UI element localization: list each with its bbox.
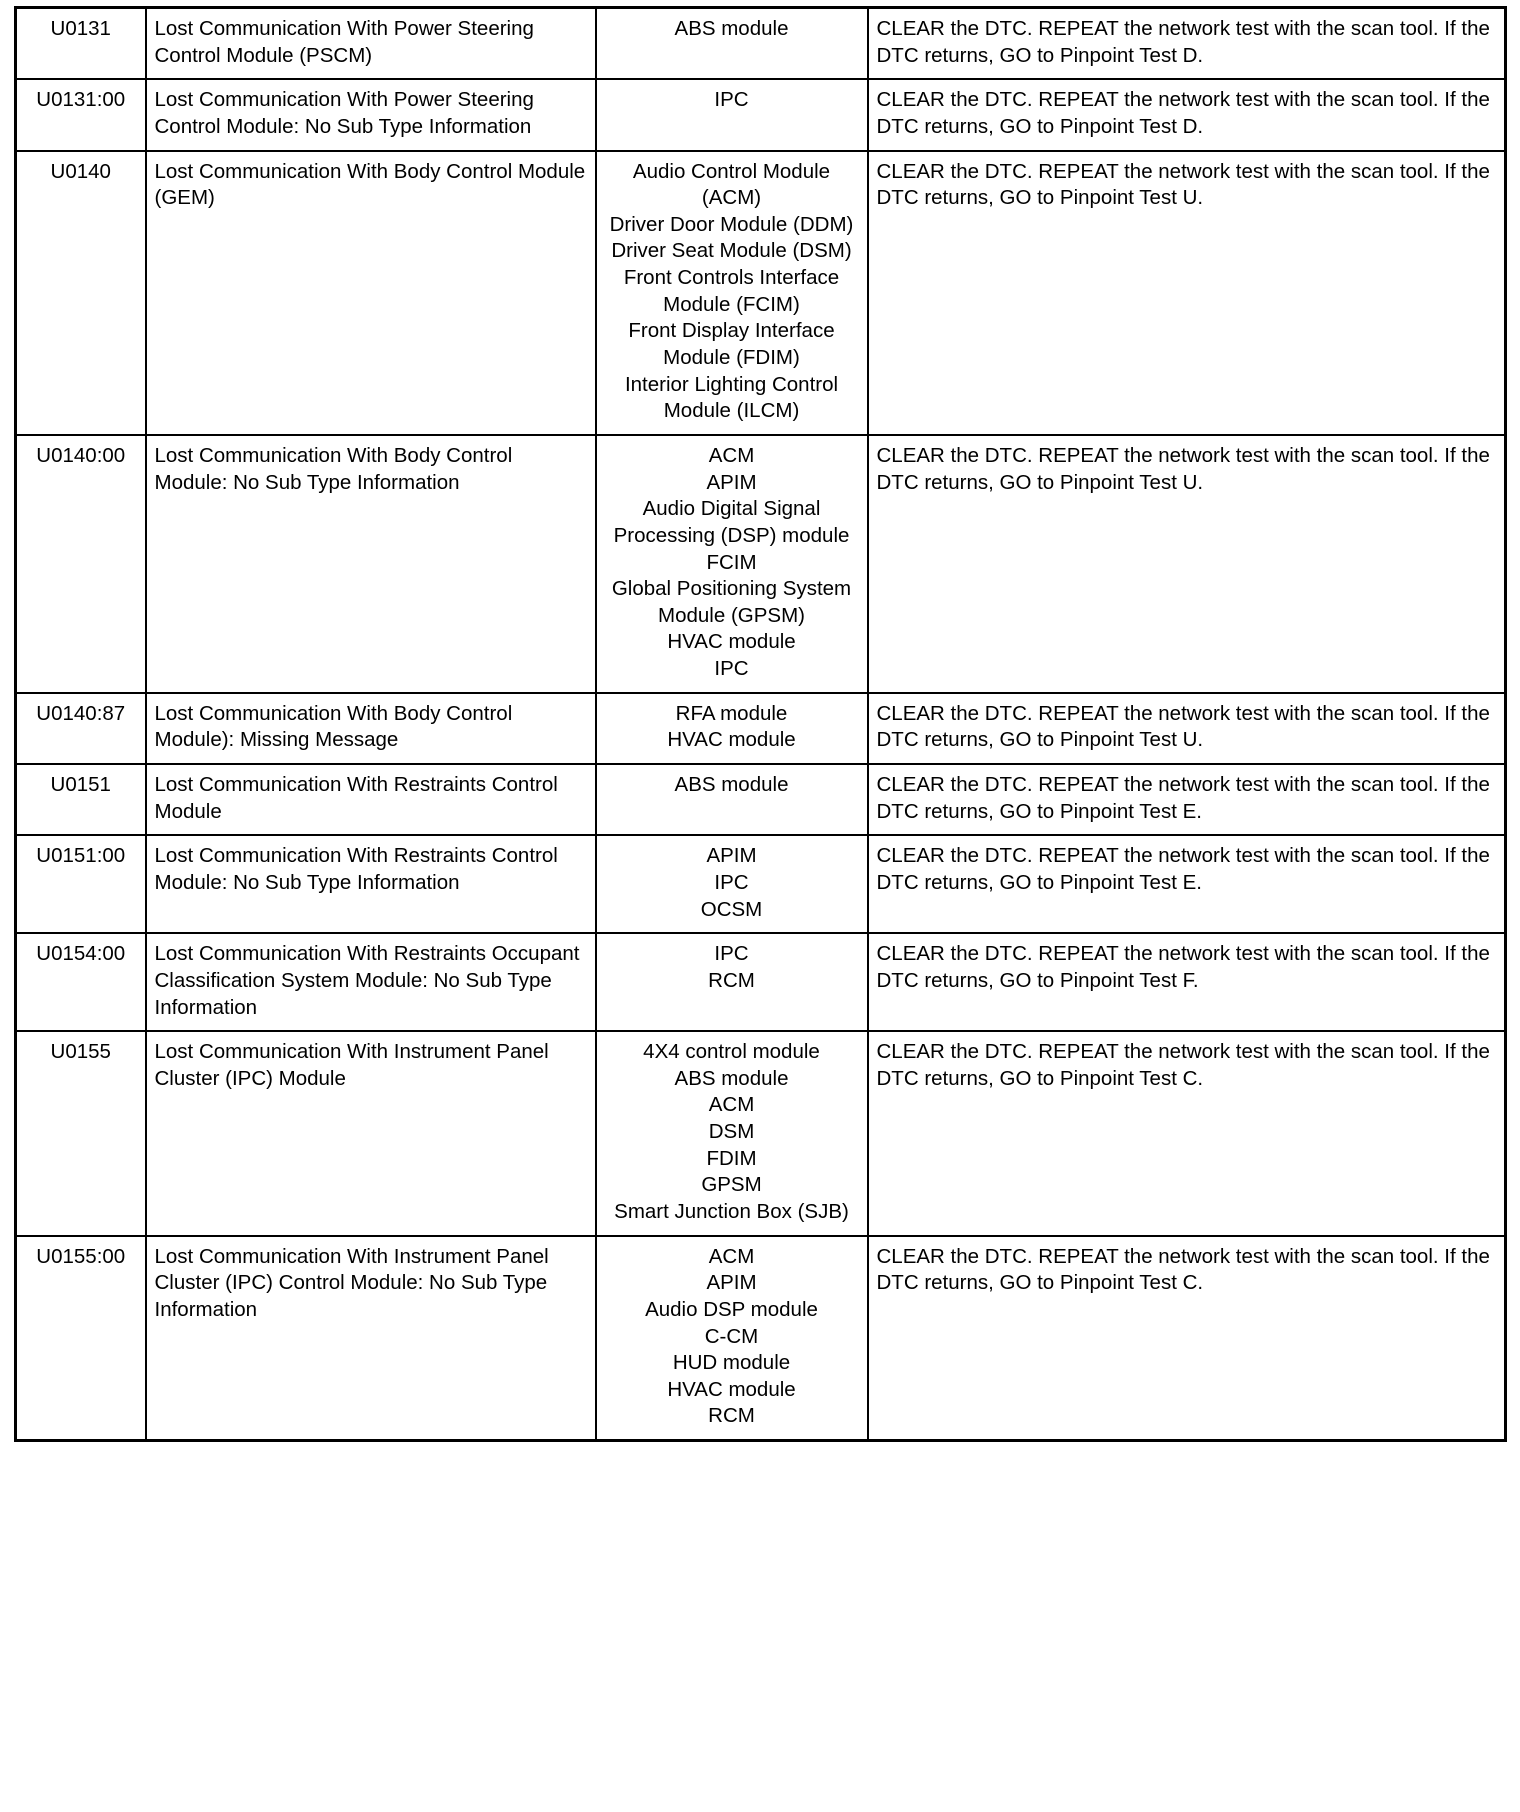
action-cell: CLEAR the DTC. REPEAT the network test with the scan tool. If the DTC returns, GO to Pinpoint Test E. [868,835,1506,933]
module-name: APIM [706,844,757,868]
affected-modules-cell [596,8,868,80]
affected-modules-cell [596,435,868,693]
module-name: IPC [714,657,749,681]
module-name: DSM [708,1120,755,1144]
dtc-description-cell: Lost Communication With Power Steering Control Module (PSCM) [146,8,596,80]
table-row [16,835,1506,933]
dtc-description-cell: Lost Communication With Restraints Control Module: No Sub Type Information [146,835,596,933]
module-name: FCIM [706,550,757,574]
action-cell: CLEAR the DTC. REPEAT the network test with the scan tool. If the DTC returns, GO to Pinpoint Test C. [868,1236,1506,1441]
module-name: ACM [708,1093,755,1117]
module-name: OCSM [700,897,763,921]
dtc-description-cell: Lost Communication With Restraints Control Module [146,764,596,835]
module-name: HVAC module [667,1377,796,1401]
table-row [16,151,1506,435]
module-name: Audio Digital Signal Processing (DSP) module [613,497,850,547]
dtc-table [14,6,1507,1442]
dtc-code-cell: U0154:00 [16,933,146,1031]
module-name: FDIM [706,1146,757,1170]
affected-modules-cell [596,79,868,150]
module-name: APIM [706,1271,757,1295]
table-row [16,79,1506,150]
action-cell: CLEAR the DTC. REPEAT the network test with the scan tool. If the DTC returns, GO to Pinpoint Test C. [868,1031,1506,1235]
module-name: GPSM [701,1173,762,1197]
module-name: Interior Lighting Control Module (ILCM) [624,372,839,423]
module-name: Audio Control Module (ACM) [632,159,831,210]
action-cell: CLEAR the DTC. REPEAT the network test with the scan tool. If the DTC returns, GO to Pinpoint Test D. [868,79,1506,150]
table-body [16,8,1506,1441]
dtc-description-cell: Lost Communication With Power Steering Control Module: No Sub Type Information [146,79,596,150]
affected-modules-cell [596,835,868,933]
dtc-code-cell: U0151:00 [16,835,146,933]
dtc-code-cell: U0131:00 [16,79,146,150]
dtc-code-cell: U0131 [16,8,146,80]
dtc-description-cell: Lost Communication With Instrument Panel Cluster (IPC) Module [146,1031,596,1235]
dtc-description-cell: Lost Communication With Body Control Module: No Sub Type Information [146,435,596,693]
module-name: Driver Seat Module (DSM) [611,239,852,263]
action-cell: CLEAR the DTC. REPEAT the network test with the scan tool. If the DTC returns, GO to Pinpoint Test E. [868,764,1506,835]
table-row [16,764,1506,835]
affected-modules-cell [596,151,868,435]
module-name: 4X4 control module [643,1040,820,1064]
module-name: RCM [708,968,755,992]
module-name: ABS module [674,1066,789,1090]
dtc-description-cell: Lost Communication With Restraints Occupant Classification System Module: No Sub Type Information [146,933,596,1031]
action-cell: CLEAR the DTC. REPEAT the network test with the scan tool. If the DTC returns, GO to Pinpoint Test U. [868,151,1506,435]
dtc-description-cell: Lost Communication With Body Control Module): Missing Message [146,693,596,764]
action-cell: CLEAR the DTC. REPEAT the network test with the scan tool. If the DTC returns, GO to Pinpoint Test U. [868,435,1506,693]
table-row [16,1031,1506,1235]
module-name: ACM [708,443,755,467]
module-name: Driver Door Module (DDM) [609,212,854,236]
affected-modules-cell [596,1031,868,1235]
action-cell: CLEAR the DTC. REPEAT the network test with the scan tool. If the DTC returns, GO to Pinpoint Test D. [868,8,1506,80]
table-row [16,1236,1506,1441]
action-cell: CLEAR the DTC. REPEAT the network test with the scan tool. If the DTC returns, GO to Pinpoint Test U. [868,693,1506,764]
dtc-description-cell: Lost Communication With Instrument Panel Cluster (IPC) Control Module: No Sub Type Information [146,1236,596,1441]
module-name: ABS module [674,773,789,797]
module-name: HVAC module [667,728,796,752]
dtc-code-cell: U0155:00 [16,1236,146,1441]
dtc-code-cell: U0151 [16,764,146,835]
module-name: Smart Junction Box (SJB) [614,1199,849,1223]
action-cell: CLEAR the DTC. REPEAT the network test with the scan tool. If the DTC returns, GO to Pinpoint Test F. [868,933,1506,1031]
dtc-code-cell: U0140:87 [16,693,146,764]
dtc-code-cell: U0140:00 [16,435,146,693]
module-name: RCM [708,1404,755,1428]
module-name: APIM [706,470,757,494]
module-name: Audio DSP module [645,1297,818,1321]
table-row [16,933,1506,1031]
module-name: RFA module [675,701,788,725]
dtc-code-cell: U0140 [16,151,146,435]
table-row [16,693,1506,764]
module-name: IPC [714,88,749,112]
module-name: HUD module [672,1351,791,1375]
affected-modules-cell [596,693,868,764]
affected-modules-cell [596,764,868,835]
module-name: Global Positioning System Module (GPSM) [611,577,852,627]
module-name: HVAC module [667,630,796,654]
table-row [16,435,1506,693]
module-name: ACM [708,1244,755,1268]
table-row [16,8,1506,80]
module-name: Front Display Interface Module (FDIM) [628,319,835,370]
affected-modules-cell [596,1236,868,1441]
module-name: IPC [714,942,749,966]
module-name: C-CM [704,1324,759,1348]
module-name: IPC [714,870,749,894]
affected-modules-cell [596,933,868,1031]
module-name: ABS module [674,17,789,40]
dtc-code-cell: U0155 [16,1031,146,1235]
dtc-description-cell: Lost Communication With Body Control Module (GEM) [146,151,596,435]
module-name: Front Controls Interface Module (FCIM) [623,266,840,316]
